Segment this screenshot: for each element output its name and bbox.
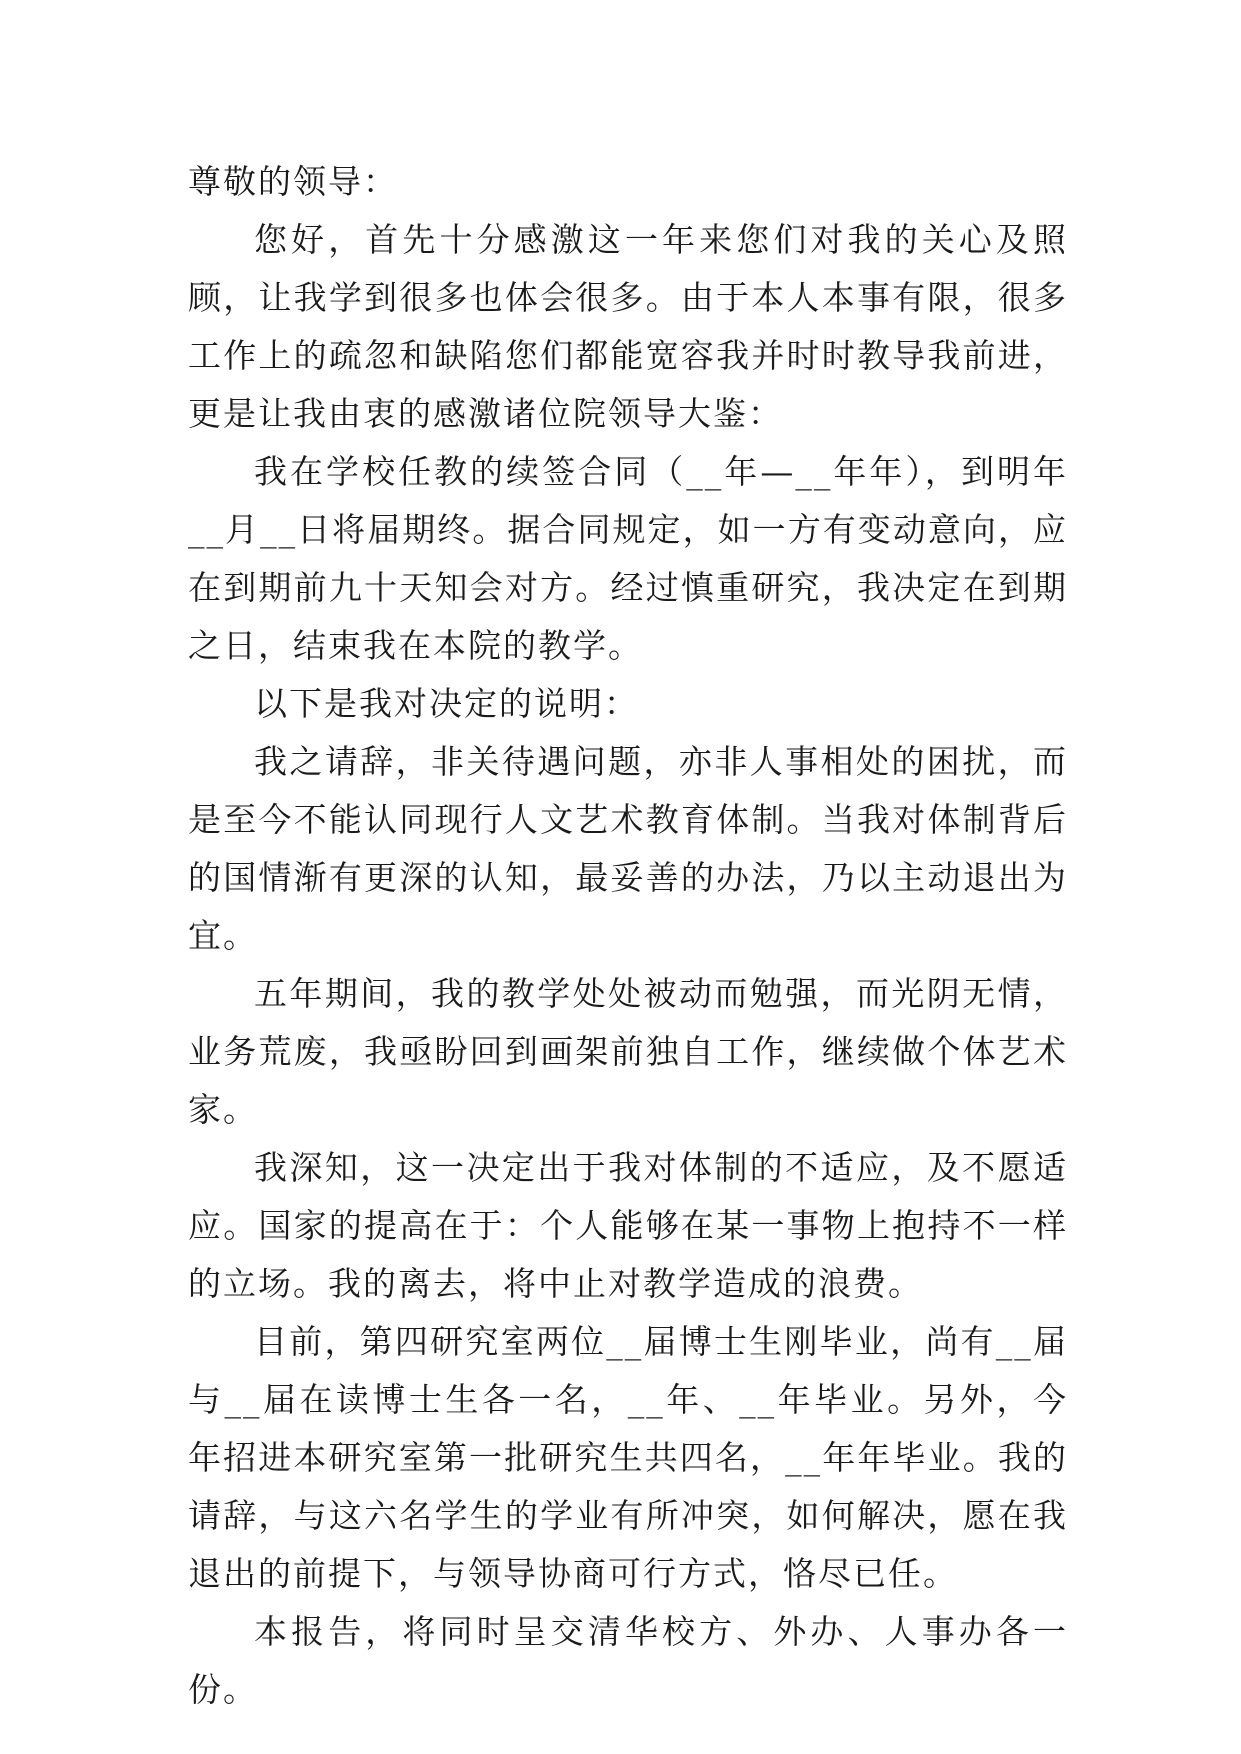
salutation: 尊敬的领导： (188, 162, 398, 201)
paragraph-reason: 我之请辞，非关待遇问题，亦非人事相处的困扰，而是至今不能认同现行人文艺术教育体制。当我对体制背后的国情渐有更深的认知，最妥善的办法，乃以主动退出为宜。 (188, 742, 1068, 955)
paragraph-students: 目前，第四研究室两位__届博士生刚毕业，尚有__届与__届在读博士生各一名，__年、__年毕业。另外，今年招进本研究室第一批研究生共四名，__年年毕业。我的请辞，与这六名学生的学业有所冲突，如何解决，愿在我退出的前提下，与领导协商可行方式，恪尽已任。 (188, 1322, 1068, 1593)
letter-body (188, 153, 1068, 1719)
paragraph-closing: 本报告，将同时呈交清华校方、外办、人事办各一份。 (188, 1612, 1068, 1709)
paragraph-contract: 我在学校任教的续签合同（__年—__年年），到明年__月__日将届期终。据合同规定，如一方有变动意向，应在到期前九十天知会对方。经过慎重研究，我决定在到期之日，结束我在本院的教学。 (188, 452, 1068, 665)
paragraph-greeting: 您好，首先十分感激这一年来您们对我的关心及照顾，让我学到很多也体会很多。由于本人本事有限，很多工作上的疏忽和缺陷您们都能宽容我并时时教导我前进，更是让我由衷的感激诸位院领导大鉴： (188, 220, 1068, 433)
paragraph-decision: 我深知，这一决定出于我对体制的不适应，及不愿适应。国家的提高在于：个人能够在某一事物上抱持不一样的立场。我的离去，将中止对教学造成的浪费。 (188, 1148, 1068, 1303)
paragraph-five-years: 五年期间，我的教学处处被动而勉强，而光阴无情，业务荒废，我亟盼回到画架前独自工作，继续做个体艺术家。 (188, 974, 1068, 1129)
paragraph-explanation-intro: 以下是我对决定的说明： (254, 684, 639, 723)
